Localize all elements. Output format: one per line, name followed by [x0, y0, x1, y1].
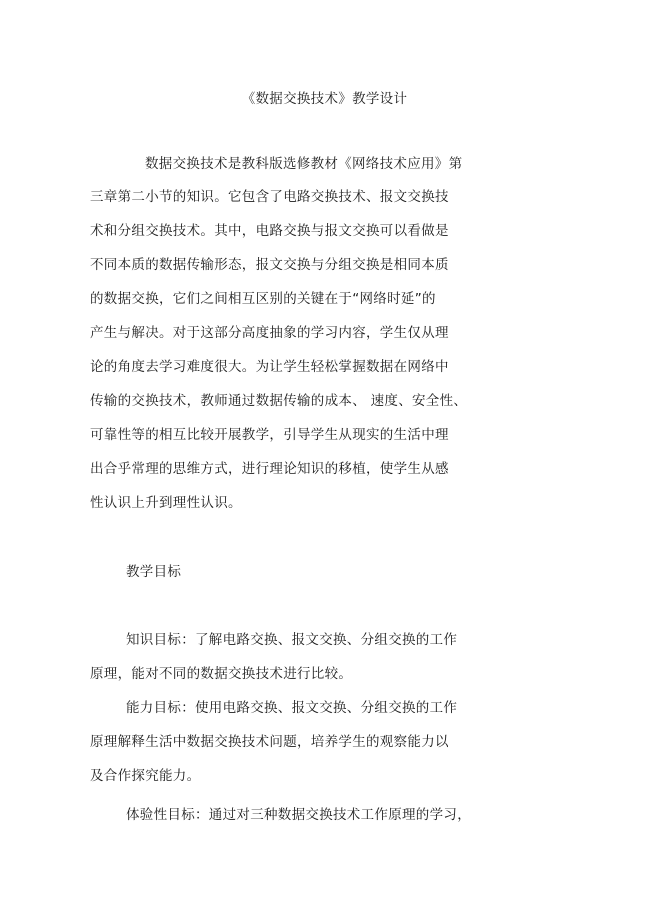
paragraph-line: 可靠性等的相互比较开展教学，引导学生从现实的生活中理 — [90, 427, 449, 443]
paragraph-line: 不同本质的数据传输形态，报文交换与分组交换是相同本质 — [90, 257, 449, 273]
paragraph-line: 三章第二小节的知识。它包含了电路交换技术、报文交换技 — [90, 189, 449, 205]
section-heading: 教学目标 — [126, 564, 182, 580]
paragraph-line: 术和分组交换技术。其中，电路交换与报文交换可以看做是 — [90, 223, 449, 239]
paragraph-line: 原理，能对不同的数据交换技术进行比较。 — [90, 666, 353, 682]
paragraph-line: 的数据交换，它们之间相互区别的关键在于“网络时延”的 — [90, 291, 436, 307]
paragraph-line: 体验性目标：通过对三种数据交换技术工作原理的学习， — [126, 807, 471, 823]
paragraph-line: 能力目标：使用电路交换、报文交换、分组交换的工作 — [126, 700, 458, 716]
document-title: 《数据交换技术》教学设计 — [241, 91, 408, 107]
paragraph-line: 数据交换技术是教科版选修教材《网络技术应用》第 — [145, 156, 463, 172]
paragraph-line: 论的角度去学习难度很大。为让学生轻松掌握数据在网络中 — [90, 359, 449, 375]
paragraph-line: 性认识上升到理性认识。 — [90, 495, 242, 511]
paragraph-line: 及合作探究能力。 — [90, 768, 201, 784]
paragraph-line: 产生与解决。对于这部分高度抽象的学习内容，学生仅从理 — [90, 325, 449, 341]
paragraph-line: 知识目标：了解电路交换、报文交换、分组交换的工作 — [126, 632, 458, 648]
paragraph-line: 出合乎常理的思维方式，进行理论知识的移植，使学生从感 — [90, 461, 449, 477]
paragraph-line: 原理解释生活中数据交换技术问题，培养学生的观察能力以 — [90, 734, 449, 750]
paragraph-line: 传输的交换技术，教师通过数据传输的成本、 速度、安全性、 — [90, 393, 468, 409]
